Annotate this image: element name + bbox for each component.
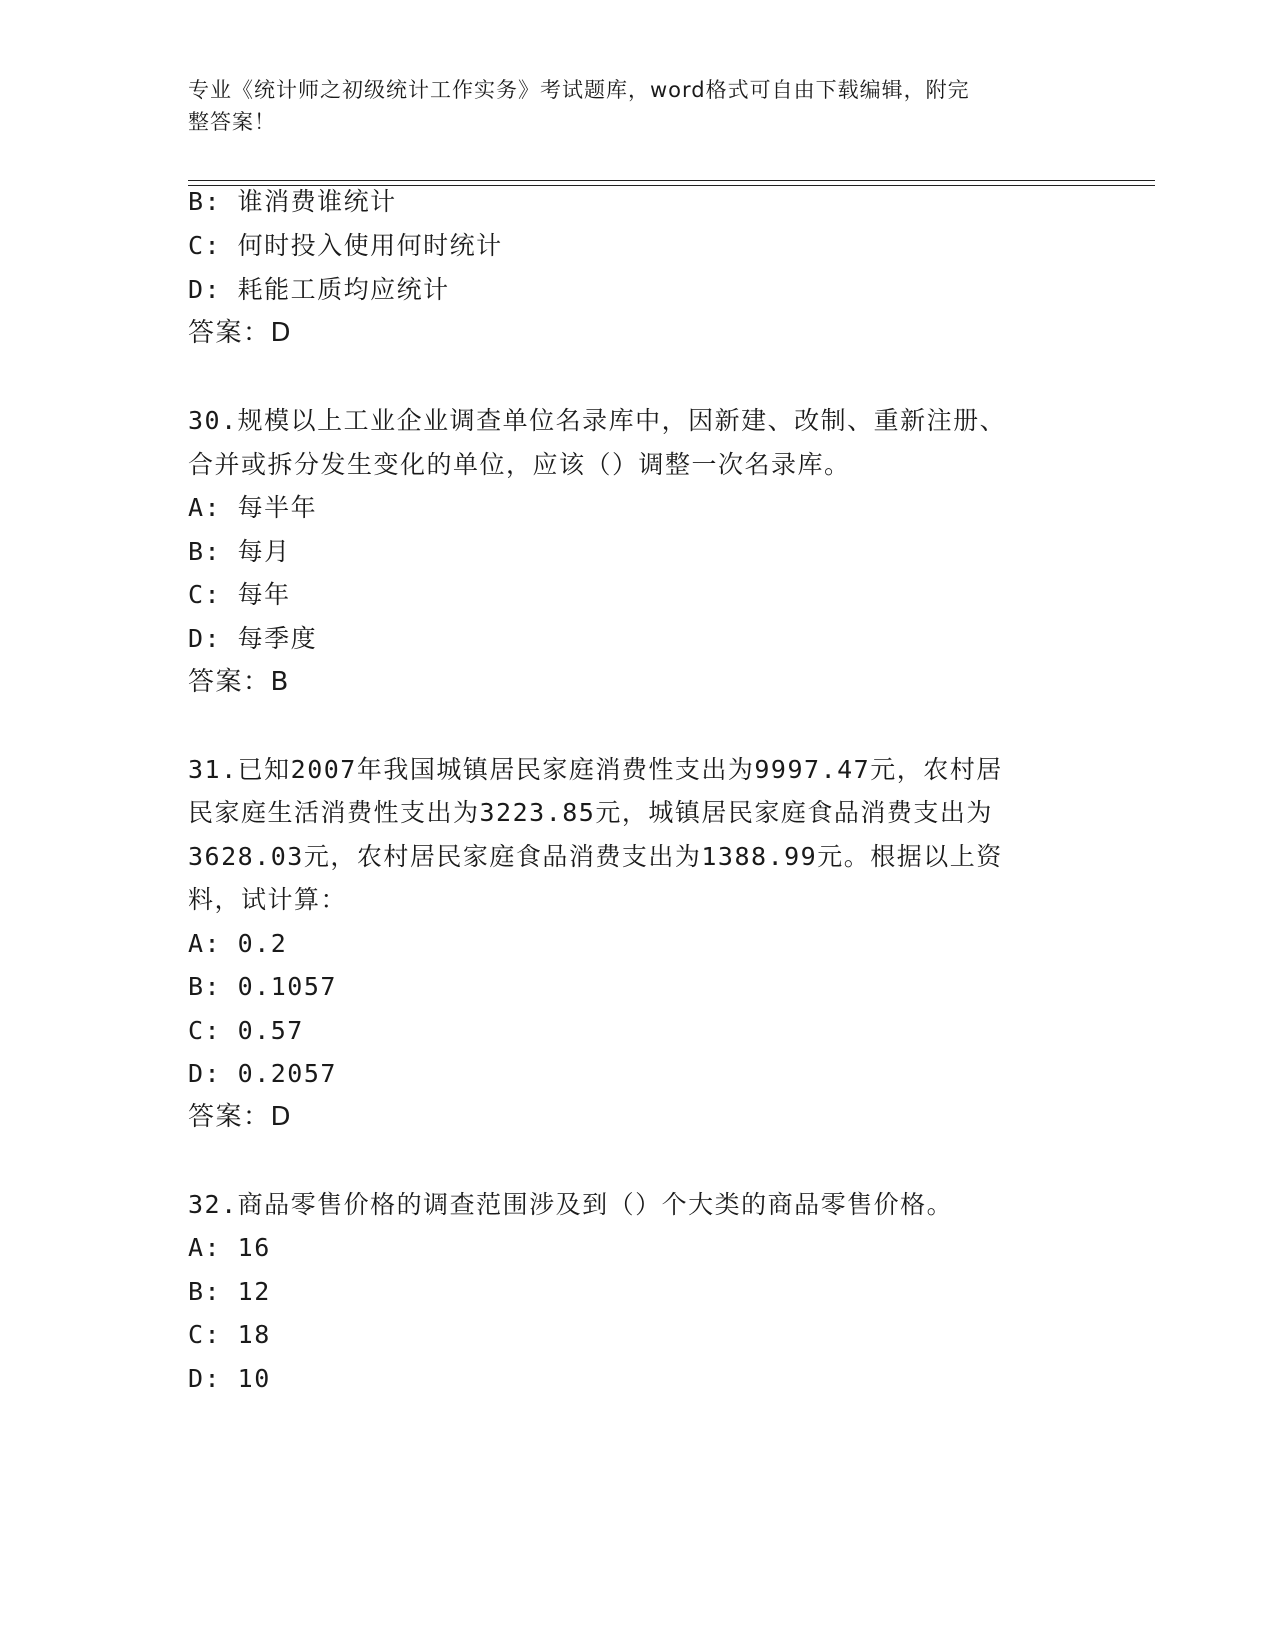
q29-option-c: C: 何时投入使用何时统计 — [188, 231, 503, 260]
q29-answer: 答案：D — [188, 318, 293, 348]
q30-option-a: A: 每半年 — [188, 493, 318, 522]
q31-option-a: A: 0.2 — [188, 929, 288, 958]
document-header — [188, 74, 1088, 138]
header-line-2: 整答案！ — [188, 110, 276, 134]
q32-option-c: C: 18 — [188, 1320, 271, 1349]
q31-option-c: C: 0.57 — [188, 1016, 304, 1045]
q32-option-d: D: 10 — [188, 1364, 271, 1393]
q30-option-b: B: 每月 — [188, 537, 291, 566]
q31-stem-line-1: 31.已知2007年我国城镇居民家庭消费性支出为9997.47元，农村居 — [188, 755, 1003, 784]
q30-option-c: C: 每年 — [188, 580, 291, 609]
header-divider-top — [188, 180, 1155, 181]
q30-answer: 答案：B — [188, 667, 290, 697]
q31-stem-line-2: 民家庭生活消费性支出为3223.85元，城镇居民家庭食品消费支出为 — [188, 798, 993, 827]
q30-stem-line-1: 30.规模以上工业企业调查单位名录库中，因新建、改制、重新注册、 — [188, 406, 1007, 435]
q29-option-d: D: 耗能工质均应统计 — [188, 275, 450, 304]
q32-option-b: B: 12 — [188, 1277, 271, 1306]
q31-option-d: D: 0.2057 — [188, 1059, 337, 1088]
q29-option-b: B: 谁消费谁统计 — [188, 187, 397, 216]
q31-option-b: B: 0.1057 — [188, 972, 337, 1001]
q31-stem-line-3: 3628.03元，农村居民家庭食品消费支出为1388.99元。根据以上资 — [188, 842, 1003, 871]
q30-stem-line-2: 合并或拆分发生变化的单位，应该（）调整一次名录库。 — [188, 450, 851, 479]
header-divider-bottom — [188, 185, 1155, 186]
header-line-1: 专业《统计师之初级统计工作实务》考试题库，word格式可自由下载编辑，附完 — [188, 78, 970, 102]
q32-option-a: A: 16 — [188, 1233, 271, 1262]
q32-stem-line-1: 32.商品零售价格的调查范围涉及到（）个大类的商品零售价格。 — [188, 1190, 954, 1219]
q31-stem-line-4: 料，试计算： — [188, 885, 348, 914]
q30-option-d: D: 每季度 — [188, 624, 318, 653]
q31-answer: 答案：D — [188, 1102, 293, 1132]
